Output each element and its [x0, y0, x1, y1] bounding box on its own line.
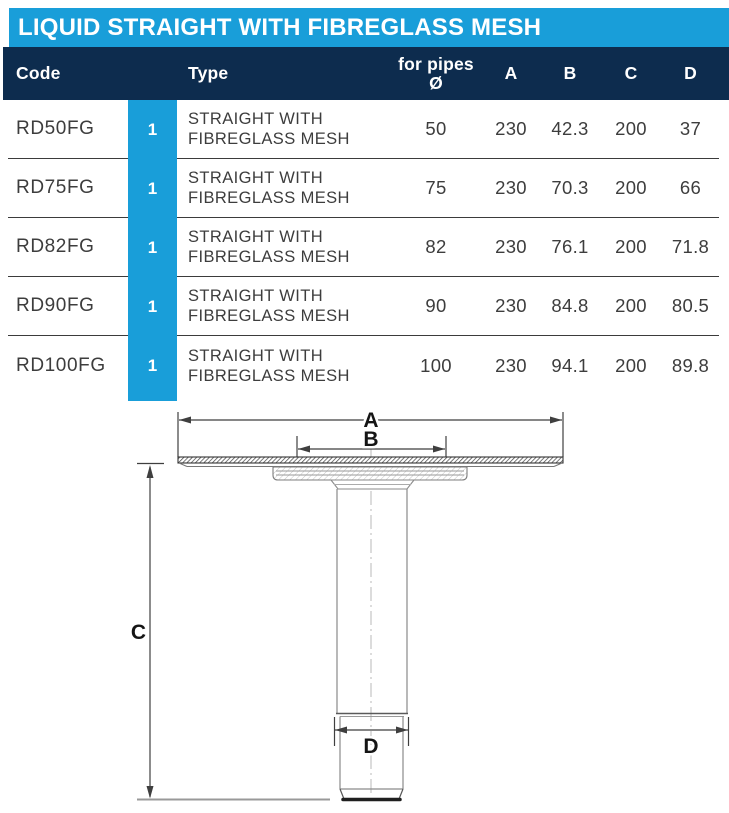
col-header-c: C — [624, 63, 638, 83]
cell-code: RD90FG — [8, 277, 128, 336]
cell-a: 230 — [482, 218, 540, 277]
col-header-type: Type — [188, 63, 229, 83]
col-header-for-pipes-line1: for pipes — [398, 53, 474, 74]
technical-drawing — [0, 400, 729, 813]
cell-code: RD82FG — [8, 218, 128, 277]
cell-a: 230 — [482, 100, 540, 159]
dimension-c-label: C — [130, 621, 146, 644]
table-row — [0, 159, 729, 218]
cell-d: 71.8 — [662, 218, 719, 277]
col-header-b: B — [563, 63, 577, 83]
cell-code: RD50FG — [8, 100, 128, 159]
col-header-d: D — [684, 63, 697, 83]
diameter-symbol: Ø — [429, 72, 443, 93]
dimension-c — [131, 464, 164, 799]
cell-pipes: 100 — [420, 354, 452, 376]
cell-b: 70.3 — [540, 159, 600, 218]
cell-type — [177, 100, 390, 159]
col-header-code: Code — [16, 63, 61, 83]
table-row — [0, 218, 729, 277]
table-header-row — [3, 47, 729, 100]
cell-c: 200 — [600, 218, 662, 277]
cell-type — [177, 218, 390, 277]
cell-type — [177, 277, 390, 336]
flange — [178, 457, 563, 467]
cell-pipes: 75 — [390, 159, 482, 218]
type-line2: FIBREGLASS MESH — [188, 307, 350, 325]
cell-pipes: 50 — [390, 100, 482, 159]
type-line2: FIBREGLASS MESH — [188, 189, 350, 207]
cell-b: 84.8 — [540, 277, 600, 336]
type-line1: STRAIGHT WITH — [188, 228, 324, 246]
cell-b: 42.3 — [540, 100, 600, 159]
cell-type — [177, 159, 390, 218]
cell-qty: 1 — [128, 100, 177, 159]
dimension-d-label: D — [363, 735, 379, 758]
table-row — [0, 277, 729, 336]
type-line1: STRAIGHT WITH — [188, 110, 324, 128]
type-line2: FIBREGLASS MESH — [188, 366, 350, 385]
type-line1: STRAIGHT WITH — [188, 169, 324, 187]
cell-qty: 1 — [128, 218, 177, 277]
table-body — [0, 100, 729, 395]
cell-pipes: 90 — [390, 277, 482, 336]
type-line1: STRAIGHT WITH — [188, 287, 324, 305]
cell-d: 89.8 — [671, 354, 710, 376]
cell-code: RD100FG — [16, 354, 106, 376]
dimension-a-label: A — [363, 409, 379, 432]
col-header-a: A — [504, 63, 518, 83]
type-line2: FIBREGLASS MESH — [188, 248, 350, 266]
cell-a: 230 — [482, 277, 540, 336]
cell-b: 76.1 — [540, 218, 600, 277]
dimension-b-label: B — [363, 428, 379, 451]
cell-d: 37 — [662, 100, 719, 159]
col-header-for-pipes — [390, 55, 482, 93]
cell-pipes: 82 — [390, 218, 482, 277]
table-row — [0, 336, 729, 395]
cell-a: 230 — [495, 354, 527, 376]
cell-code: RD75FG — [8, 159, 128, 218]
cell-type — [177, 336, 390, 395]
page-title: LIQUID STRAIGHT WITH FIBREGLASS MESH — [18, 13, 542, 41]
cell-d: 66 — [662, 159, 719, 218]
cell-c: 200 — [600, 277, 662, 336]
cell-d: 80.5 — [662, 277, 719, 336]
title-bar — [9, 8, 729, 47]
cell-qty: 1 — [128, 277, 177, 336]
dimension-d — [335, 717, 409, 758]
cell-c: 200 — [615, 354, 647, 376]
cell-a: 230 — [482, 159, 540, 218]
table-row — [0, 100, 729, 159]
cell-c: 200 — [600, 100, 662, 159]
flange-collar — [273, 467, 467, 489]
cell-qty: 1 — [128, 336, 177, 395]
type-line1: STRAIGHT WITH — [188, 346, 324, 365]
cell-c: 200 — [600, 159, 662, 218]
cell-qty: 1 — [128, 159, 177, 218]
cell-b: 94.1 — [551, 354, 589, 376]
type-line2: FIBREGLASS MESH — [188, 130, 350, 148]
